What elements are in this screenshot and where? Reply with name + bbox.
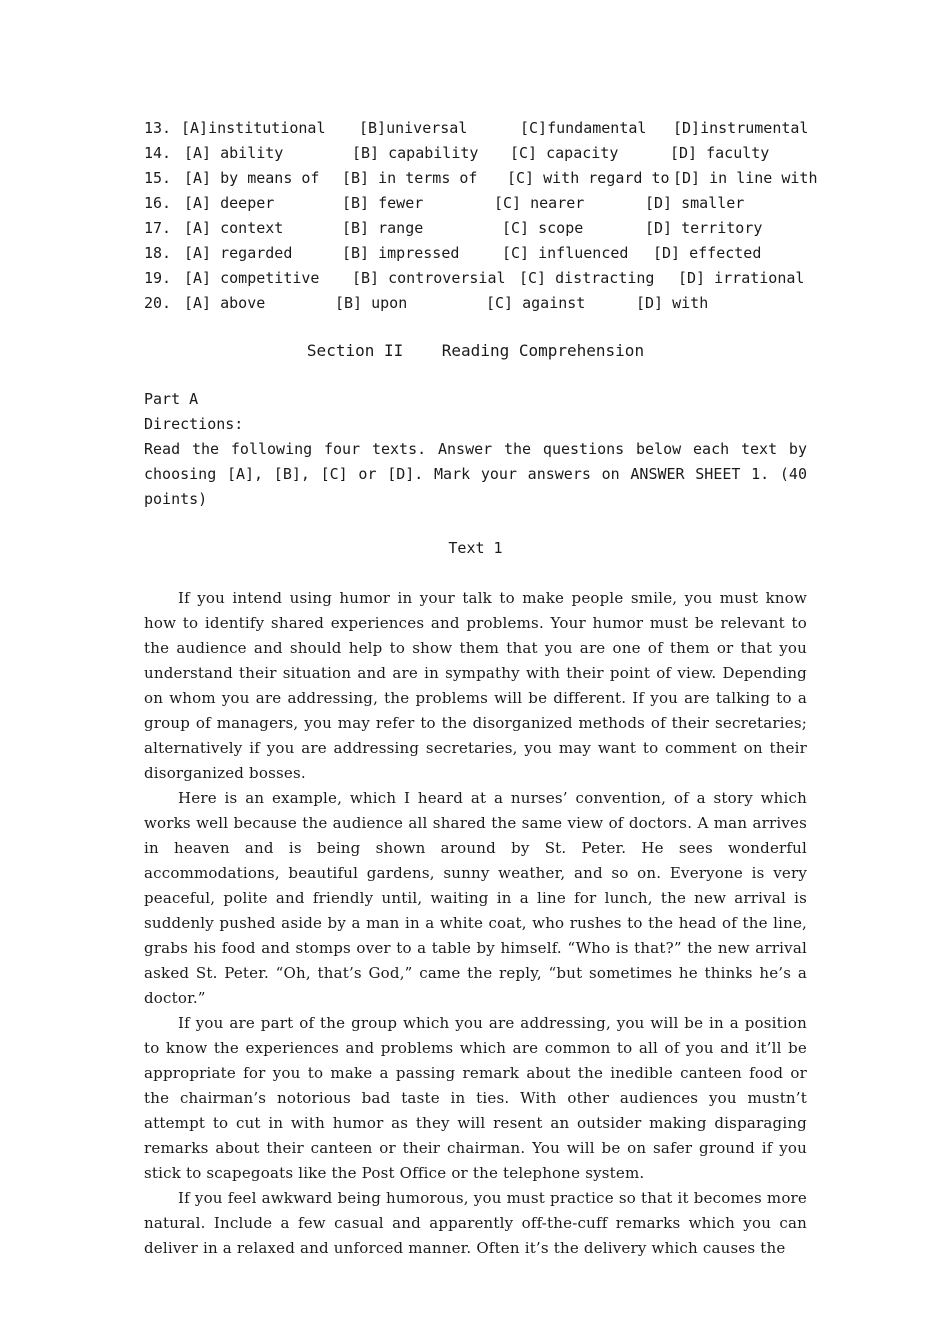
option-a: [A] regarded: [184, 244, 293, 262]
part-label: Part A: [144, 390, 199, 408]
option-d: [D] effected: [653, 244, 762, 262]
option-a: [A] context: [184, 219, 284, 237]
question-row-18: [144, 241, 807, 266]
question-number: 18.: [144, 244, 172, 262]
option-d: [D] smaller: [645, 194, 745, 212]
option-a: [A] deeper: [184, 194, 275, 212]
question-row-16: [144, 191, 807, 216]
exam-page: [144, 116, 818, 1261]
option-c: [C] against: [486, 294, 586, 312]
option-c: [C] influenced: [502, 244, 629, 262]
option-b: [B] range: [342, 219, 424, 237]
passage-paragraph: If you feel awkward being humorous, you must practice so that it becomes more natural. Include a few casual and apparently off-the-cuff remarks which you can deliver in a relaxed and unforced manner. Often it’s the delivery which causes the: [144, 1189, 807, 1257]
option-a: [A] by means of: [184, 169, 320, 187]
option-b: [B] in terms of: [342, 169, 478, 187]
question-row-14: [144, 141, 807, 166]
option-d: [D] with: [636, 294, 709, 312]
option-c: [C]fundamental: [520, 119, 647, 137]
option-d: [D] irrational: [678, 269, 805, 287]
passage-paragraph: If you are part of the group which you are addressing, you will be in a position to know the experiences and problems which are common to all of you and it’ll be appropriate for you to make a passing remark about the inedible canteen food or the chairman’s notorious bad taste in ties. With other audiences you mustn’t attempt to cut in with humor as they will resent an outsider making disparaging remarks about their canteen or their chairman. You will be on safer ground if you stick to scapegoats like the Post Office or the telephone system.: [144, 1014, 807, 1182]
option-a: [A] above: [184, 294, 266, 312]
question-row-19: [144, 266, 807, 291]
reading-passage: [144, 586, 807, 1261]
question-number: 13.: [144, 119, 172, 137]
question-row-15: [144, 166, 818, 191]
directions-text: Read the following four texts. Answer the questions below each text by choosing [A], [B], [C] or [D]. Mark your answers on ANSWER SHEET 1. (40 points): [144, 440, 807, 508]
option-b: [B] controversial: [352, 269, 506, 287]
option-b: [B] capability: [352, 144, 479, 162]
directions-label: Directions:: [144, 415, 244, 433]
option-c: [C] capacity: [510, 144, 619, 162]
option-d: [D] territory: [645, 219, 763, 237]
option-b: [B] fewer: [342, 194, 424, 212]
option-b: [B] impressed: [342, 244, 460, 262]
option-d: [D] in line with: [673, 169, 818, 187]
question-row-17: [144, 216, 807, 241]
option-d: [D]instrumental: [673, 119, 809, 137]
passage-paragraph: If you intend using humor in your talk to make people smile, you must know how to identify shared experiences and problems. Your humor must be relevant to the audience and should help to show them that you are one of them or that you understand their situation and are in sympathy with their point of view. Depending on whom you are addressing, the problems will be different. If you are talking to a group of managers, you may refer to the disorganized methods of their secretaries; alternatively if you are addressing secretaries, you may want to comment on their disorganized bosses.: [144, 589, 807, 782]
question-number: 19.: [144, 269, 172, 287]
question-list: [144, 116, 818, 316]
question-number: 14.: [144, 144, 172, 162]
option-c: [C] distracting: [519, 269, 655, 287]
option-d: [D] faculty: [670, 144, 770, 162]
option-a: [A]institutional: [181, 119, 326, 137]
question-row-13: [144, 116, 807, 141]
question-number: 17.: [144, 219, 172, 237]
option-b: [B] upon: [335, 294, 408, 312]
option-a: [A] competitive: [184, 269, 320, 287]
option-c: [C] with regard to: [507, 169, 670, 187]
option-c: [C] scope: [502, 219, 584, 237]
question-row-20: [144, 291, 807, 316]
section-title: Section II Reading Comprehension: [306, 341, 645, 360]
option-a: [A] ability: [184, 144, 284, 162]
question-number: 16.: [144, 194, 172, 212]
passage-paragraph: Here is an example, which I heard at a nurses’ convention, of a story which works well because the audience all shared the same view of doctors. A man arrives in heaven and is being shown around by St. Peter. He sees wonderful accommodations, beautiful gardens, sunny weather, and so on. Everyone is very peaceful, polite and friendly until, waiting in a line for lunch, the new arrival is suddenly pushed aside by a man in a white coat, who rushes to the head of the line, grabs his food and stomps over to a table by himself. “Who is that?” the new arrival asked St. Peter. “Oh, that’s God,” came the reply, “but sometimes he thinks he’s a doctor.”: [144, 789, 807, 1007]
text-title: Text 1: [448, 539, 503, 557]
option-b: [B]universal: [359, 119, 468, 137]
question-number: 20.: [144, 294, 172, 312]
question-number: 15.: [144, 169, 172, 187]
option-c: [C] nearer: [494, 194, 585, 212]
